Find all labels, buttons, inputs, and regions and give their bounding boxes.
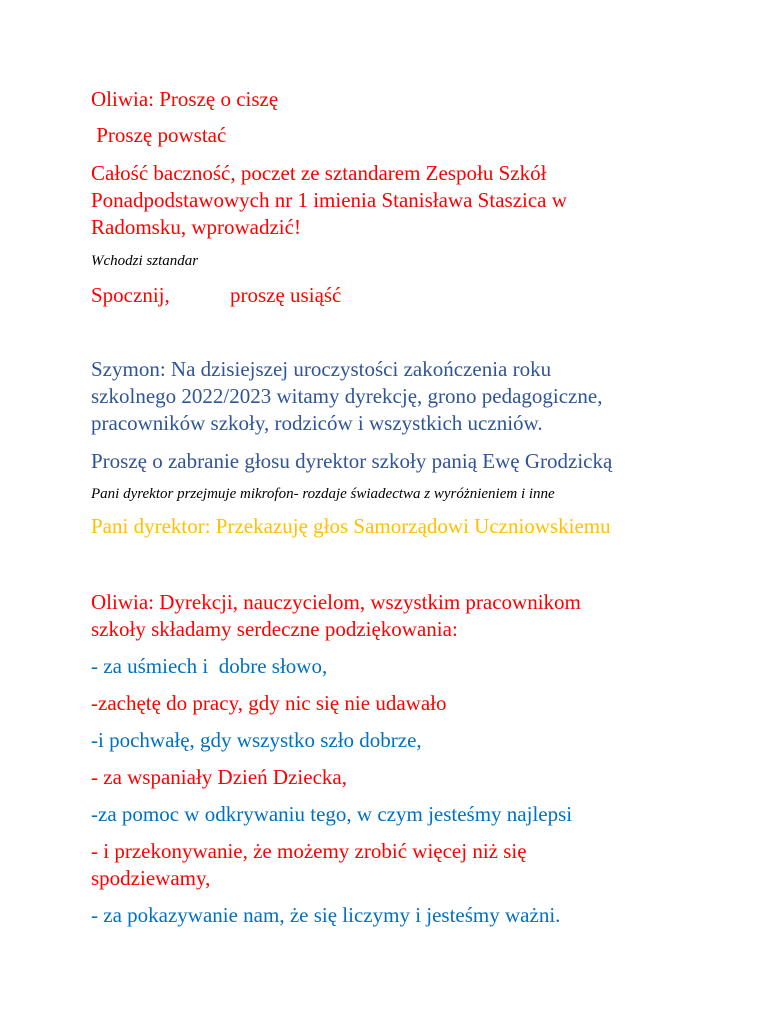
line-spocznij: Spocznij, (91, 283, 170, 307)
list-item-zachete: -zachętę do pracy, gdy nic się nie udawało (91, 691, 447, 715)
line-oliwia-podziekowania-2: szkoły składamy serdeczne podziękowania: (91, 617, 458, 641)
line-oliwia-cisza: Oliwia: Proszę o ciszę (91, 87, 279, 111)
list-item-dzien-dziecka: - za wspaniały Dzień Dziecka, (91, 765, 347, 789)
list-item-pokazywanie: - za pokazywanie nam, że się liczymy i jesteśmy ważni. (91, 903, 561, 927)
line-calosc-2: Ponadpodstawowych nr 1 imienia Stanisława Staszica w (91, 188, 567, 212)
line-zabranie-glosu: Proszę o zabranie głosu dyrektor szkoły panią Ewę Grodzicką (91, 449, 613, 473)
line-usiasc: proszę usiąść (230, 283, 342, 307)
line-pani-dyrektor: Pani dyrektor: Przekazuję głos Samorządowi Uczniowskiemu (91, 514, 611, 538)
list-item-przekonywanie-1: - i przekonywanie, że możemy zrobić więcej niż się (91, 839, 527, 863)
line-calosc-1: Całość baczność, poczet ze sztandarem Zespołu Szkół (91, 161, 547, 185)
line-szymon-3: pracowników szkoły, rodziców i wszystkich uczniów. (91, 411, 543, 435)
line-calosc-3: Radomsku, wprowadzić! (91, 215, 301, 239)
line-oliwia-podziekowania-1: Oliwia: Dyrekcji, nauczycielom, wszystkim pracownikom (91, 590, 581, 614)
stage-direction-mikrofon: Pani dyrektor przejmuje mikrofon- rozdaje świadectwa z wyróżnieniem i inne (91, 486, 555, 502)
line-prosze-powstac: Proszę powstać (91, 123, 227, 147)
line-szymon-1: Szymon: Na dzisiejszej uroczystości zakończenia roku (91, 357, 552, 381)
list-item-pochwale: -i pochwałę, gdy wszystko szło dobrze, (91, 728, 422, 752)
line-szymon-2: szkolnego 2022/2023 witamy dyrekcję, grono pedagogiczne, (91, 384, 603, 408)
list-item-przekonywanie-2: spodziewamy, (91, 866, 211, 890)
stage-direction-sztandar: Wchodzi sztandar (91, 253, 199, 269)
list-item-usmiech: - za uśmiech i dobre słowo, (91, 654, 328, 678)
list-item-pomoc: -za pomoc w odkrywaniu tego, w czym jesteśmy najlepsi (91, 802, 573, 826)
